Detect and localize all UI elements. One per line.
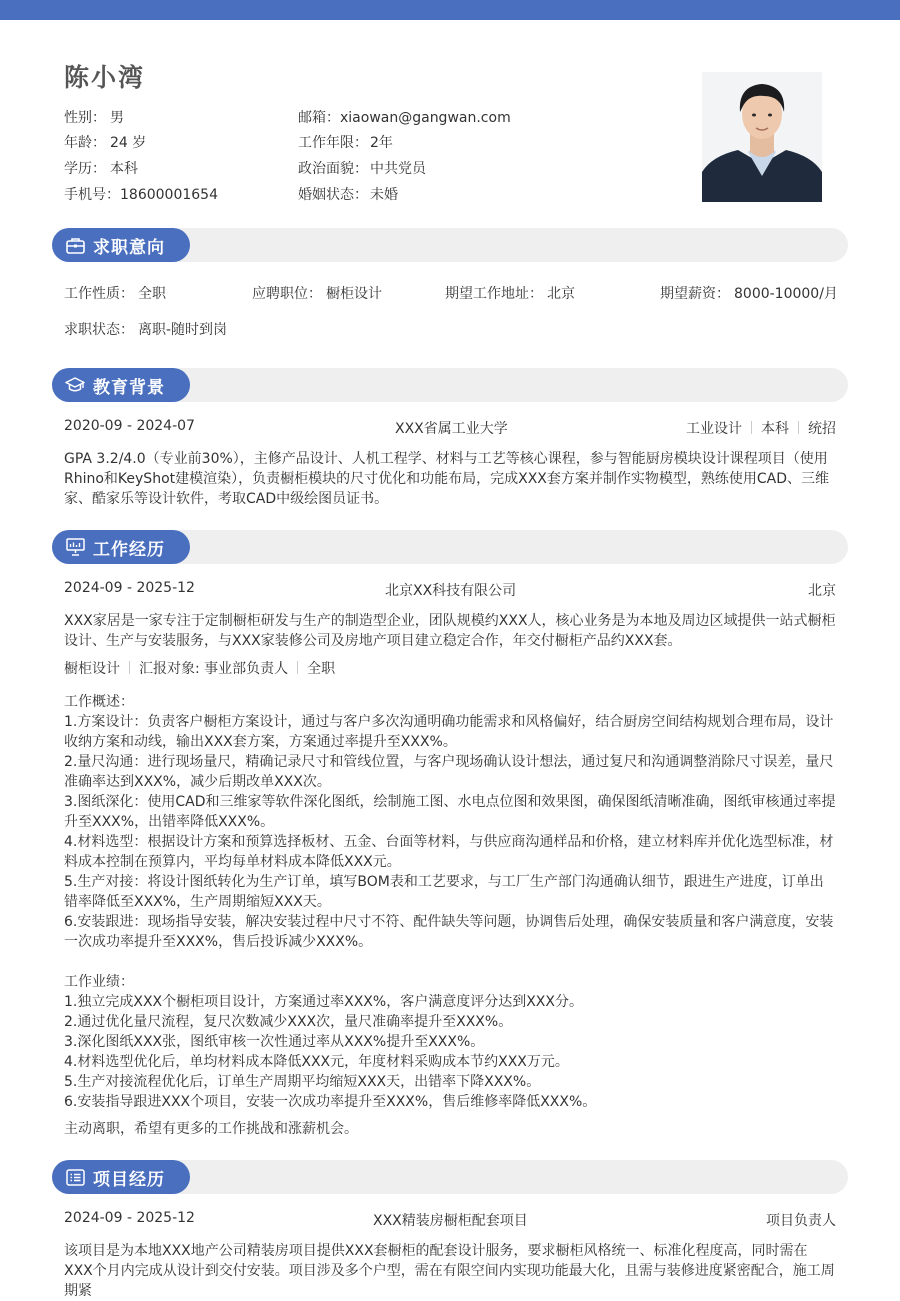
project-role: 项目负责人 xyxy=(766,1213,836,1229)
presentation-icon xyxy=(65,537,85,557)
achievement-item: 5.生产对接流程优化后，订单生产周期平均缩短XXX天，出错率下降XXX%。 xyxy=(64,1074,541,1090)
work-period: 2024-09 - 2025-12 xyxy=(64,580,195,596)
school-name: XXX省属工业大学 xyxy=(395,421,508,437)
achievement-item: 4.材料选型优化后，单均材料成本降低XXX元，年度材料采购成本节约XXX万元。 xyxy=(64,1054,569,1070)
overview-item: 3.图纸深化：使用CAD和三维家等软件深化图纸，绘制施工图、水电点位图和效果图，确保图纸清晰准确，图纸审核通过率提升至XXX%，出错率降低XXX%。 xyxy=(64,794,836,830)
section-header-work xyxy=(52,530,848,564)
education-tags: 工业设计 本科 统招 xyxy=(686,421,836,437)
overview-title: 工作概述： xyxy=(64,694,134,710)
job-salary: 期望薪资： 8000-10000/月 xyxy=(660,286,838,302)
overview-item: 4.材料选型：根据设计方案和预算选择板材、五金、台面等材料，与供应商沟通样品和价格，建立材料库并优化选型标准，材料成本控制在预算内，平均每单材料成本降低XXX元。 xyxy=(64,834,834,870)
company-name: 北京XX科技有限公司 xyxy=(385,583,517,599)
overview-item: 2.量尺沟通：进行现场量尺，精确记录尺寸和管线位置，与客户现场确认设计想法，通过复尺和沟通调整消除尺寸误差，量尺准确率达到XXX%，减少后期改单XXX次。 xyxy=(64,754,834,790)
education-period: 2020-09 - 2024-07 xyxy=(64,418,195,434)
work-content xyxy=(64,692,836,1112)
leave-reason: 主动离职，希望有更多的工作挑战和涨薪机会。 xyxy=(64,1121,358,1137)
briefcase-icon xyxy=(65,235,85,255)
project-name: XXX精装房橱柜配套项目 xyxy=(373,1213,528,1229)
section-title: 项目经历 xyxy=(93,1169,165,1190)
job-status: 求职状态： 离职-随时到岗 xyxy=(64,322,228,338)
section-header-intent xyxy=(52,228,848,262)
achievement-item: 6.安装指导跟进XXX个项目，安装一次成功率提升至XXX%，售后维修率降低XXX%。 xyxy=(64,1094,597,1110)
profile-photo xyxy=(702,72,822,202)
education-level-info: 学历： 本科 xyxy=(64,161,138,177)
marital-info: 婚姻状态： 未婚 xyxy=(298,187,398,203)
company-description: XXX家居是一家专注于定制橱柜研发与生产的制造型企业，团队规模约XXX人，核心业务是为本地及周边区域提供一站式橱柜设计、生产与安装服务，与XXX家装修公司及房地产项目建立稳定合作，年交付橱柜产品约XXX套。 xyxy=(64,613,836,649)
project-period: 2024-09 - 2025-12 xyxy=(64,1210,195,1226)
overview-item: 6.安装跟进：现场指导安装，解决安装过程中尺寸不符、配件缺失等问题，协调售后处理，确保安装质量和客户满意度，安装一次成功率提升至XXX%，售后投诉减少XXX%。 xyxy=(64,914,834,950)
gender-info: 性别： 男 xyxy=(64,110,124,126)
overview-item: 5.生产对接：将设计图纸转化为生产订单，填写BOM表和工艺要求，与工厂生产部门沟通确认细节，跟进生产进度，订单出错率降低至XXX%，生产周期缩短XXX天。 xyxy=(64,874,824,910)
candidate-name: 陈小湾 xyxy=(64,63,146,92)
section-header-project xyxy=(52,1160,848,1194)
overview-item: 1.方案设计：负责客户橱柜方案设计，通过与客户多次沟通明确功能需求和风格偏好，结合厨房空间结构规划合理布局，设计收纳方案和动线，输出XXX套方案，方案通过率提升至XXX%。 xyxy=(64,714,834,750)
section-title: 求职意向 xyxy=(93,237,165,258)
job-position: 应聘职位： 橱柜设计 xyxy=(252,286,382,302)
achievement-item: 2.通过优化量尺流程，复尺次数减少XXX次，量尺准确率提升至XXX%。 xyxy=(64,1014,513,1030)
section-title: 工作经历 xyxy=(93,539,165,560)
graduation-cap-icon xyxy=(65,375,85,395)
age-info: 年龄： 24 岁 xyxy=(64,135,147,151)
achievement-title: 工作业绩： xyxy=(64,974,134,990)
achievement-item: 3.深化图纸XXX张，图纸审核一次性通过率从XXX%提升至XXX%。 xyxy=(64,1034,485,1050)
achievement-item: 1.独立完成XXX个橱柜项目设计，方案通过率XXX%，客户满意度评分达到XXX分。 xyxy=(64,994,583,1010)
politics-info: 政治面貌： 中共党员 xyxy=(298,161,426,177)
section-header-education xyxy=(52,368,848,402)
list-icon xyxy=(65,1167,85,1187)
education-description: GPA 3.2/4.0（专业前30%），主修产品设计、人机工程学、材料与工艺等核心课程，参与智能厨房模块设计课程项目（使用Rhino和KeyShot建模渲染），负责橱柜模块的尺寸优化和功能布局，完成XXX套方案并制作实物模型，熟练使用CAD、三维家、酷家乐等设计软件，考取CAD中级绘图员证书。 xyxy=(64,451,830,507)
work-years-info: 工作年限： 2年 xyxy=(298,135,393,151)
work-city: 北京 xyxy=(808,583,836,599)
section-title: 教育背景 xyxy=(93,377,165,398)
job-type: 工作性质： 全职 xyxy=(64,286,166,302)
job-location: 期望工作地址： 北京 xyxy=(445,286,575,302)
top-accent-bar xyxy=(0,0,900,20)
email-info: 邮箱：xiaowan@gangwan.com xyxy=(298,110,511,126)
project-description: 该项目是为本地XXX地产公司精装房项目提供XXX套橱柜的配套设计服务，要求橱柜风格统一、标准化程度高，同时需在XXX个月内完成从设计到交付安装。项目涉及多个户型，需在有限空间内实现功能最大化，且需与装修进度紧密配合，施工周期紧 xyxy=(64,1243,835,1299)
phone-info: 手机号：18600001654 xyxy=(64,187,218,203)
work-tags: 橱柜设计 汇报对象: 事业部负责人 全职 xyxy=(64,661,336,677)
